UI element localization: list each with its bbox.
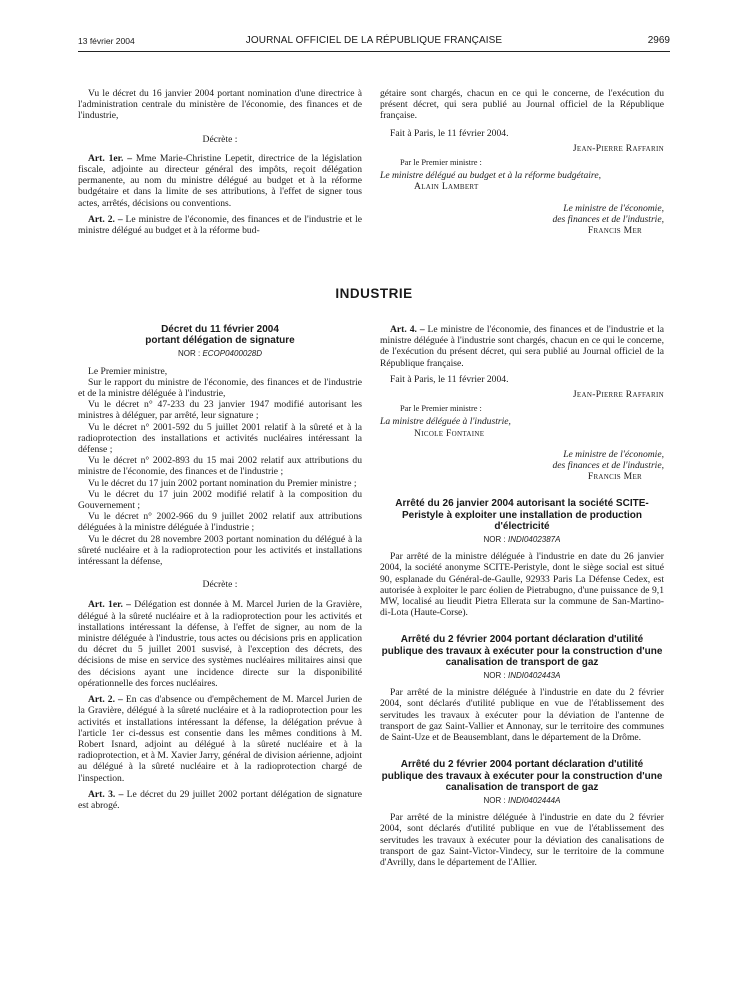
article-2-text: Le ministre de l'économie, des finances et de l'industrie et le ministre délégué au budget et à la réforme bud- <box>78 213 362 237</box>
continuation-paragraph: gétaire sont chargés, chacun en ce qui le concerne, de l'exécution du présent décret, qui sera publié au Journal officiel de la République française. <box>380 88 664 122</box>
vu-item: Vu le décret n° 2001-592 du 5 juillet 2001 relatif à la sûreté et à la radioprotection des installations et activités nucléaires intéressant la défense ; <box>78 421 362 456</box>
nor-reference <box>380 534 664 545</box>
arrete-text: Par arrêté de la ministre déléguée à l'industrie en date du 2 février 2004, sont déclarés d'utilité publique en vue de l'établissement des servitudes les travaux à exécuter pour la déviation de l'antenne de transport de gaz Saint-Vallier et Annonay, sur le territoire des communes de Saint-Uze et de Beausemblant, dans le département de la Drôme. <box>380 687 664 744</box>
arrete-title: Arrêté du 26 janvier 2004 autorisant la société SCITE-Peristyle à exploiter une installation de production d'électricité <box>395 498 649 532</box>
article-2 <box>78 694 362 784</box>
vu-item: Vu le décret n° 47-233 du 23 janvier 1947 modifié autorisant les ministres à déléguer, par arrêté, leur signature ; <box>78 399 362 422</box>
nor-reference <box>78 348 362 359</box>
vu-item: Vu le décret du 17 juin 2002 modifié relatif à la composition du Gouvernement ; <box>78 488 362 512</box>
decret-title-line1: Décret du 11 février 2004 <box>161 324 279 335</box>
article-1 <box>78 153 362 209</box>
minister2-role-line2: des finances et de l'industrie, <box>552 460 664 472</box>
fait-line: Fait à Paris, le 11 février 2004. <box>390 127 509 139</box>
section-title: INDUSTRIE <box>335 286 413 301</box>
nor-code: INDI0402387A <box>507 535 561 545</box>
vu-paragraph: Vu le décret du 16 janvier 2004 portant nomination d'une directrice à l'administration centrale du ministère de l'économie, des finances et de l'industrie, <box>78 88 362 122</box>
nor-reference <box>380 795 664 806</box>
header-page-number: 2969 <box>647 35 670 46</box>
nor-label: NOR : <box>483 671 506 681</box>
minister2-role-line1: Le ministre de l'économie, <box>563 202 664 214</box>
right-column <box>380 324 664 868</box>
article-3-label: Art. 3. – <box>88 788 124 800</box>
vu-item: Vu le décret n° 2002-966 du 9 juillet 2002 relatif aux attributions déléguées à la ministre déléguée à l'industrie ; <box>78 511 362 534</box>
vu-item: Vu le décret n° 2002-893 du 15 mai 2002 relatif aux attributions du ministre de l'économie, des finances et de l'industrie ; <box>78 455 362 478</box>
article-2-label: Art. 2. – <box>88 213 123 225</box>
minister-name: Alain Lambert <box>414 181 479 193</box>
article-2 <box>78 214 362 236</box>
arrete-block <box>380 634 664 743</box>
article-3-text: Le décret du 29 juillet 2002 portant délégation de signature est abrogé. <box>78 788 362 811</box>
header-journal-title: JOURNAL OFFICIEL DE LA RÉPUBLIQUE FRANÇAISE <box>245 35 503 46</box>
arrete-title: Arrêté du 2 février 2004 portant déclaration d'utilité publique des travaux à exécuter pour la construction d'une canalisation de transport de gaz <box>381 759 663 793</box>
arrete-text: Par arrêté de la ministre déléguée à l'industrie en date du 2 février 2004, sont déclarés d'utilité publique en vue de l'établissement des servitudes les travaux à exécuter pour la déviation des canalisations de transport de gaz Saint-Victor-Vindecy, sur le territoire de la commune d'Avrilly, dans le département de l'Allier. <box>380 812 664 868</box>
top-left-column <box>78 88 362 236</box>
article-1-text: Délégation est donnée à M. Marcel Jurien de la Gravière, délégué à la sûreté nucléaire et à la radioprotection pour les activités et installations intéressant la défense, à l'effet de signer, au nom de la ministre déléguée à l'industrie, tous actes ou décisions pris en application du décret du 5 juillet 2001 susvisé, à l'exception des décrets, des décisions de mise en service des systèmes nucléaires militaires ainsi que des décisions ayant une incidence directe sur la disponibilité opérationnelle des forces nucléaires. <box>78 599 362 689</box>
top-right-column <box>380 88 664 236</box>
article-1-text: Mme Marie-Christine Lepetit, directrice de la législation fiscale, adjointe au directeur général des impôts, reçoit délégation permanente, au nom du ministre délégué au budget et à la réforme budgétaire et dans la limite de ses attributions, à l'effet de signer tous actes, arrêtés, décisions ou conventions. <box>78 152 362 209</box>
arrete-title: Arrêté du 2 février 2004 portant déclaration d'utilité publique des travaux à exécuter pour la construction d'une canalisation de transport de gaz <box>381 634 663 668</box>
article-4-text: Le ministre de l'économie, des finances et de l'industrie et la ministre déléguée à l'industrie sont chargés, chacun en ce qui le concerne, de l'exécution du présent décret, qui sera publié au Journal officiel de la République française. <box>380 324 664 369</box>
nor-code: INDI0402443A <box>507 671 561 681</box>
minister-role: Le ministre délégué au budget et à la réforme budgétaire, <box>380 170 601 182</box>
header-rule <box>78 51 670 52</box>
page-header <box>78 34 670 50</box>
nor-label: NOR : <box>177 349 201 359</box>
article-1 <box>78 599 362 689</box>
article-4-label: Art. 4. – <box>390 324 425 335</box>
nor-code: INDI0402444A <box>507 795 561 805</box>
vu-item: Vu le décret du 28 novembre 2003 portant nomination du délégué à la sûreté nucléaire et à la radioprotection pour les activités et installations intéressant la défense, <box>78 533 362 568</box>
minister2-role-line1: Le ministre de l'économie, <box>563 448 664 460</box>
article-1-label: Art. 1er. – <box>88 599 131 611</box>
signer-name: Jean-Pierre Raffarin <box>572 142 664 154</box>
par-premier-ministre: Par le Premier ministre : <box>400 404 482 414</box>
fait-line: Fait à Paris, le 11 février 2004. <box>390 373 509 385</box>
minister2-name: Francis Mer <box>587 471 642 483</box>
arrete-block <box>380 759 664 868</box>
minister-name: Nicole Fontaine <box>414 427 485 439</box>
arrete-text: Par arrêté de la ministre déléguée à l'industrie en date du 26 janvier 2004, la société anonyme SCITE-Peristyle, dont le siège social est situé 90, esplanade du Général-de-Gaulle, 92933 Paris La Défense Cedex, est autorisée à exploiter le parc éolien de Pietrabugno, d'une puissance de 9,1 MW, localisé au lieudit Pietra Ellerata sur la commune de San-Martino-di-Lota (Haute-Corse). <box>380 551 664 619</box>
article-2-label: Art. 2. – <box>88 694 123 706</box>
left-column <box>78 324 362 811</box>
signer-name: Jean-Pierre Raffarin <box>572 389 664 401</box>
minister2-name: Francis Mer <box>587 225 642 237</box>
minister-role: La ministre déléguée à l'industrie, <box>380 416 511 428</box>
article-2-text: En cas d'absence ou d'empêchement de M. Marcel Jurien de la Gravière, délégué à la sûreté nucléaire et à la radioprotection pour les activités et installations intéressant la défense, la délégation prévue à l'article 1er ci-dessus est consentie dans les mêmes conditions à M. Robert Isnard, adjoint au délégué à la sûreté nucléaire et à la radioprotection, et à M. Xavier Jarry, général de division aérienne, adjoint au délégué à la sûreté nucléaire et à la radioprotection chargé de l'inspection. <box>78 694 362 784</box>
nor-reference <box>380 670 664 681</box>
article-3 <box>78 789 362 811</box>
header-date: 13 février 2004 <box>78 36 135 46</box>
par-premier-ministre: Par le Premier ministre : <box>400 158 482 168</box>
arrete-block <box>380 498 664 618</box>
vu-item: Vu le décret du 17 juin 2002 portant nomination du Premier ministre ; <box>88 477 357 489</box>
decret-title-line2: portant délégation de signature <box>145 335 295 347</box>
decrete-label: Décrète : <box>202 133 238 145</box>
nor-code: ECOP0400028D <box>202 349 263 359</box>
vu-item: Sur le rapport du ministre de l'économie, des finances et de l'industrie et de la ministre déléguée à l'industrie, <box>78 376 362 400</box>
minister2-role-line2: des finances et de l'industrie, <box>552 213 664 225</box>
intro-line: Le Premier ministre, <box>88 365 168 377</box>
decrete-label: Décrète : <box>202 579 238 591</box>
article-1-label: Art. 1er. – <box>88 152 133 164</box>
nor-label: NOR : <box>483 795 506 805</box>
nor-label: NOR : <box>483 535 506 545</box>
article-4 <box>380 324 664 369</box>
